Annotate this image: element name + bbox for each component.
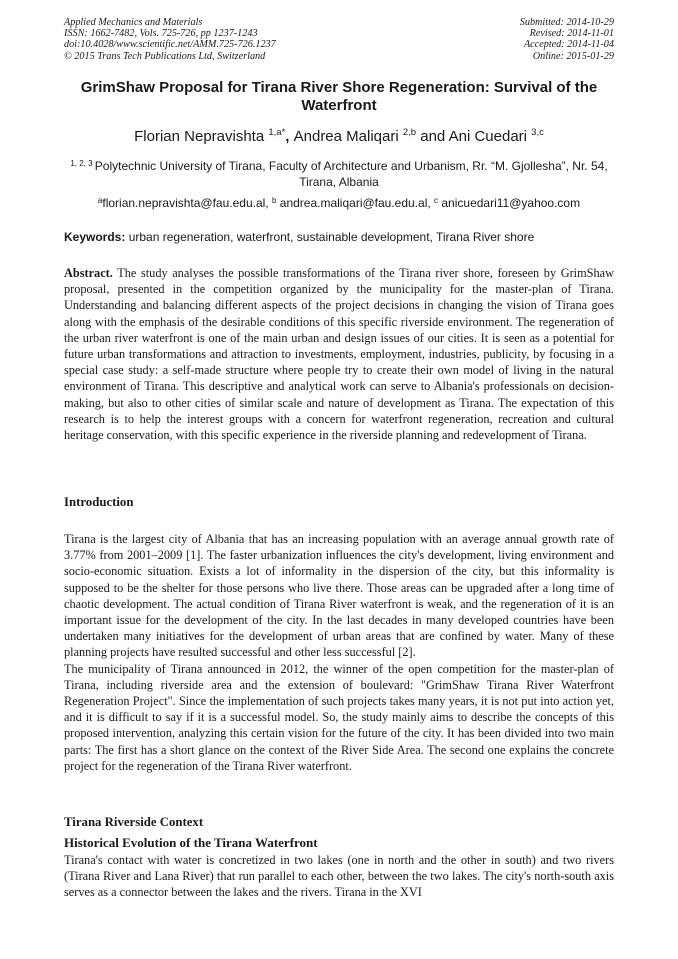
email-mark: a [97,196,103,205]
revised-date: Revised: 2014-11-01 [529,28,614,40]
introduction-body [64,531,614,774]
journal-info [64,17,276,62]
email-mark: b [271,196,277,205]
author-list [64,128,614,146]
author-name: Andrea Maliqari [293,128,403,145]
copyright-line: © 2015 Trans Tech Publications Ltd, Switzerland [64,50,266,62]
affiliation-text: Polytechnic University of Tirana, Faculty of Architecture and Urbanism, Rr. “M. Gjollesha”, Nr. 54, Tirana, Albania [94,159,608,189]
author-name: Florian Nepravishta [134,128,269,145]
journal-name: Applied Mechanics and Materials [64,17,203,28]
author-name: Ani Cuedari [448,128,532,145]
accepted-date: Accepted: 2014-11-04 [523,39,614,51]
keywords-text: urban regeneration, waterfront, sustainable development, Tirana River shore [125,230,535,244]
email: florian.nepravishta@fau.edu.al, [102,196,272,210]
historical-evolution-text: Tirana's contact with water is concretized in two lakes (one in north and the other in south) and two rivers (Tirana River and Lana River) that run parallel to each other, between the two lakes. The city's north-south axis serves as a connector between the lakes and the rivers. Tirana in the XVI [64,853,614,900]
keywords [64,229,614,245]
journal-header [64,17,614,62]
introduction-paragraph: The municipality of Tirana announced in 2012, the winner of the open competition for the master-plan of Tirana, including riverside area and the extension of boulevard: "GrimShaw Tirana River Waterfront Regeneration Project". Since the implementation of such projects takes many years, it is not put into action yet, and it is difficult to say if it is a successful model. So, the study mainly aims to describe the concepts of this proposed intervention, analyzing this certain vision for the future of the city. It has been divided into two main parts: The first has a short glance on the context of the River Side Area. The second one explains the concrete project for the regeneration of the Tirana River waterfront. [64,661,614,773]
author-affiliation-mark: 1,a* [268,127,286,138]
publication-dates [520,17,614,62]
doi-line: doi:10.4028/www.scientific.net/AMM.725-726.1237 [64,39,276,51]
introduction-heading: Introduction [64,495,134,509]
historical-evolution-heading: Historical Evolution of the Tirana Waterfront [64,835,318,850]
affiliation [64,158,614,190]
author-separator: , [285,128,294,145]
author-affiliation-mark: 3,c [531,127,544,138]
online-date: Online: 2015-01-29 [532,50,614,62]
abstract-text: The study analyses the possible transformations of the Tirana river shore, foreseen by GrimShaw proposal, presented in the competition organized by the municipality for the master-plan of Tirana. Understanding and balancing different aspects of the project decisions in changing the vision of Tirana goes along with the emphasis of the desirable conditions of this specific riverside environment. The regeneration of the urban river waterfront is one of the main urban and design issues of our cities. It is seen as a potential for future urban transformations and attraction to investments, employment, industries, publicity, by focusing in a special case study: a self-made structure where people try to create their own model of living in the natural environment of Tirana. This descriptive and analytical work can serve to Albania's professionals on decision-making, but also to other cities of similar scale and nature of development as Tirana. The expectation of this research is to help the interest groups with a concern for waterfront regeneration, recreation and cultural heritage conservation, with this specific experience in the riverside planning and redevelopment of Tirana. [64,266,614,443]
paper-title: GrimShaw Proposal for Tirana River Shore Regeneration: Survival of the Waterfront [80,79,598,114]
email: anicuedari11@yahoo.com [438,196,581,210]
context-heading: Tirana Riverside Context [64,815,204,829]
author-affiliation-mark: 2,b [402,127,417,138]
affiliation-mark: 1, 2, 3 [70,159,95,168]
email-mark: c [434,196,439,205]
email: andrea.maliqari@fau.edu.al, [276,196,435,210]
abstract-label: Abstract. [64,266,113,280]
author-emails [64,195,614,211]
abstract [64,265,614,443]
introduction-paragraph: Tirana is the largest city of Albania that has an increasing population with an average annual growth rate of 3.77% from 2001–2009 [1]. The faster urbanization influences the city's development, living environment and socio-economic situation. Exists a lot of informality in the dispersion of the city, but this informality is supposed to be the shelter for those persons who live there. Those areas can be upgraded after a long time of chaotic development. The actual condition of Tirana River waterfront is weak, and the regeneration of it is an important issue for the development of the city. In the last decades in many developed countries have been undertaken many initiatives for the development of urban areas that are confined by water. Many of these planning projects have resulted successful and other less successful [2]. [64,532,614,660]
author-separator: and [416,128,449,145]
issn-line: ISSN: 1662-7482, Vols. 725-726, pp 1237-1243 [64,28,258,40]
submitted-date: Submitted: 2014-10-29 [519,17,614,28]
keywords-label: Keywords: [64,230,126,244]
